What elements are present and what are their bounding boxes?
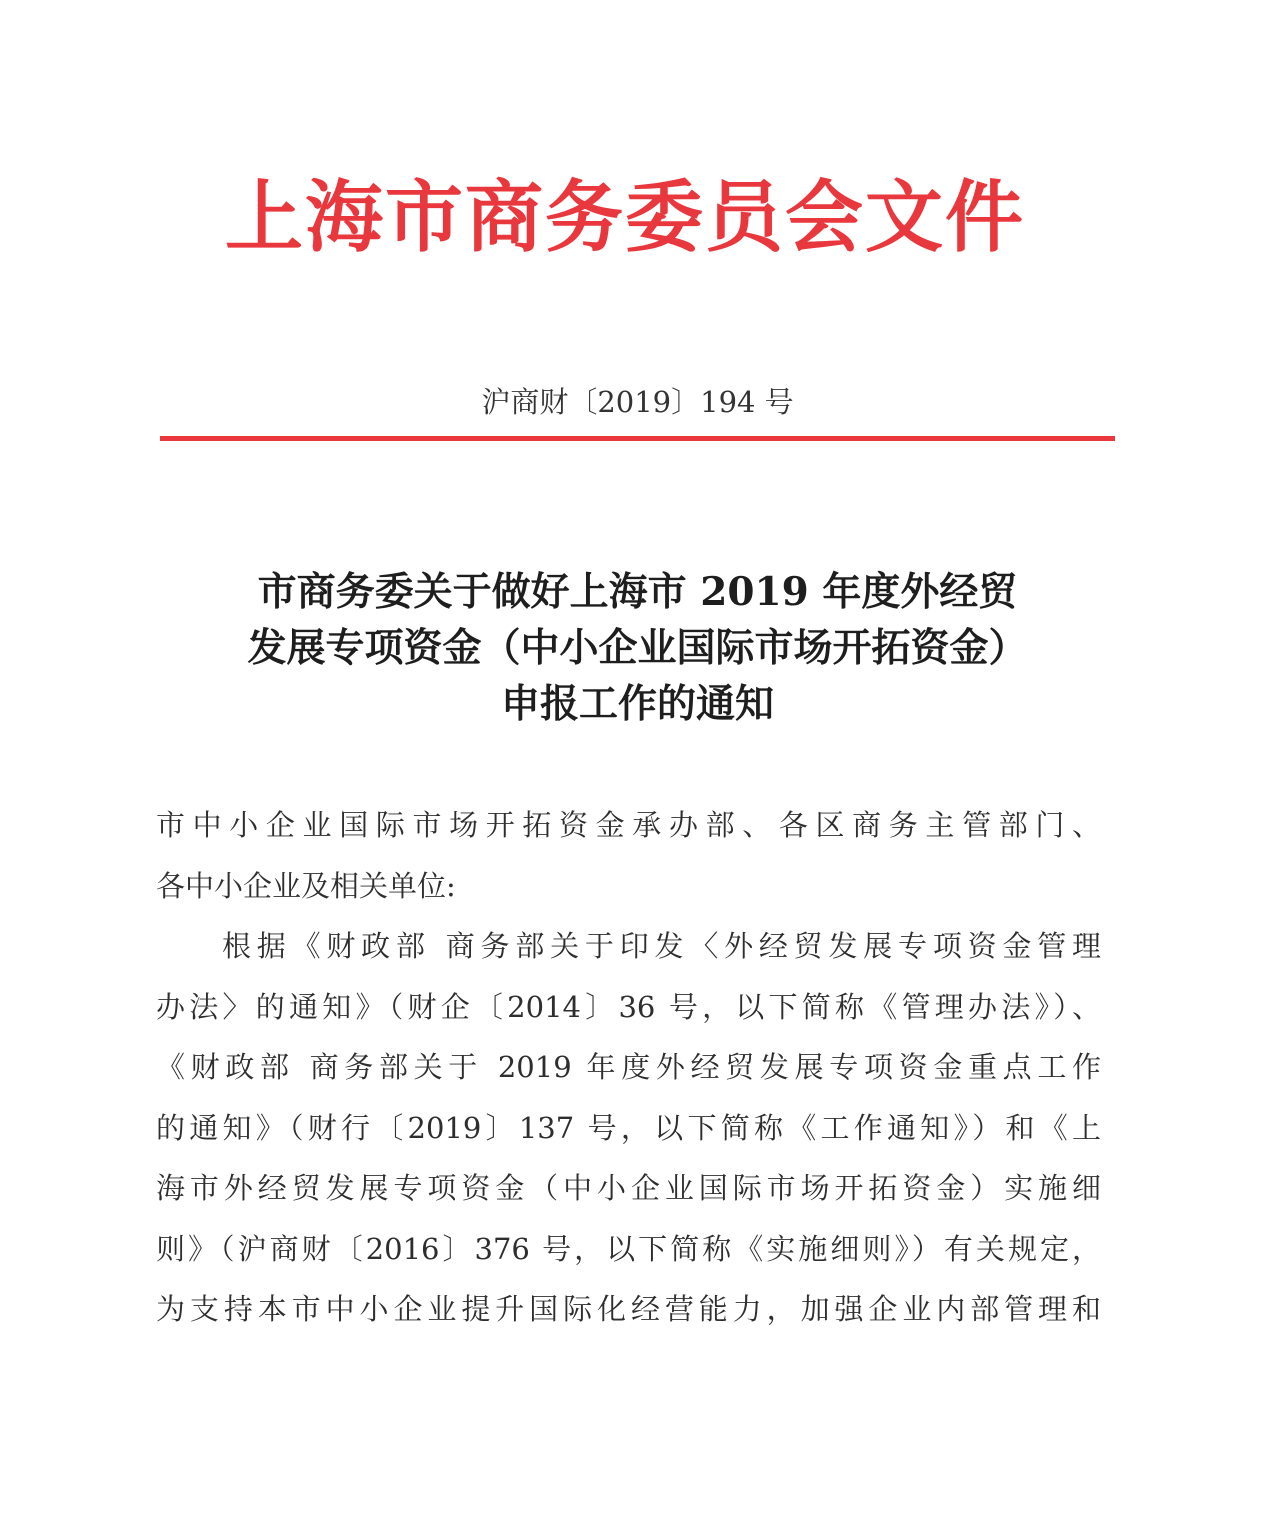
body-line-6: 则》（沪商财〔2016〕376 号，以下简称《实施细则》）有关规定， [156, 1231, 1101, 1266]
notice-body [156, 795, 1101, 1340]
notice-title-line-3: 申报工作的通知 [500, 681, 774, 727]
body-line-3: 《财政部 商务部关于 2019 年度外经贸发展专项资金重点工作 [156, 1050, 1101, 1084]
body-line-4: 的通知》（财行〔2019〕137 号，以下简称《工作通知》）和《上 [156, 1110, 1101, 1145]
notice-title-line-1: 市商务委关于做好上海市 2019 年度外经贸 [257, 569, 1018, 615]
document-header-title: 上海市商务委员会文件 [225, 172, 1026, 263]
body-line-1: 根据《财政部 商务部关于印发〈外经贸发展专项资金管理 [222, 929, 1101, 963]
notice-title [150, 564, 1125, 732]
salutation-line-1: 市中小企业国际市场开拓资金承办部、各区商务主管部门、 [156, 808, 1101, 842]
salutation-line-2: 各中小企业及相关单位: [156, 868, 456, 903]
body-line-5: 海市外经贸发展专项资金（中小企业国际市场开拓资金）实施细 [156, 1171, 1101, 1205]
body-line-2: 办法〉的通知》（财企〔2014〕36 号，以下简称《管理办法》）、 [156, 989, 1101, 1024]
document-number: 沪商财〔2019〕194 号 [481, 385, 794, 419]
body-line-7: 为支持本市中小企业提升国际化经营能力，加强企业内部管理和 [156, 1292, 1101, 1326]
header-divider-red-line [160, 436, 1115, 441]
notice-title-line-2: 发展专项资金（中小企业国际市场开拓资金） [247, 625, 1028, 671]
